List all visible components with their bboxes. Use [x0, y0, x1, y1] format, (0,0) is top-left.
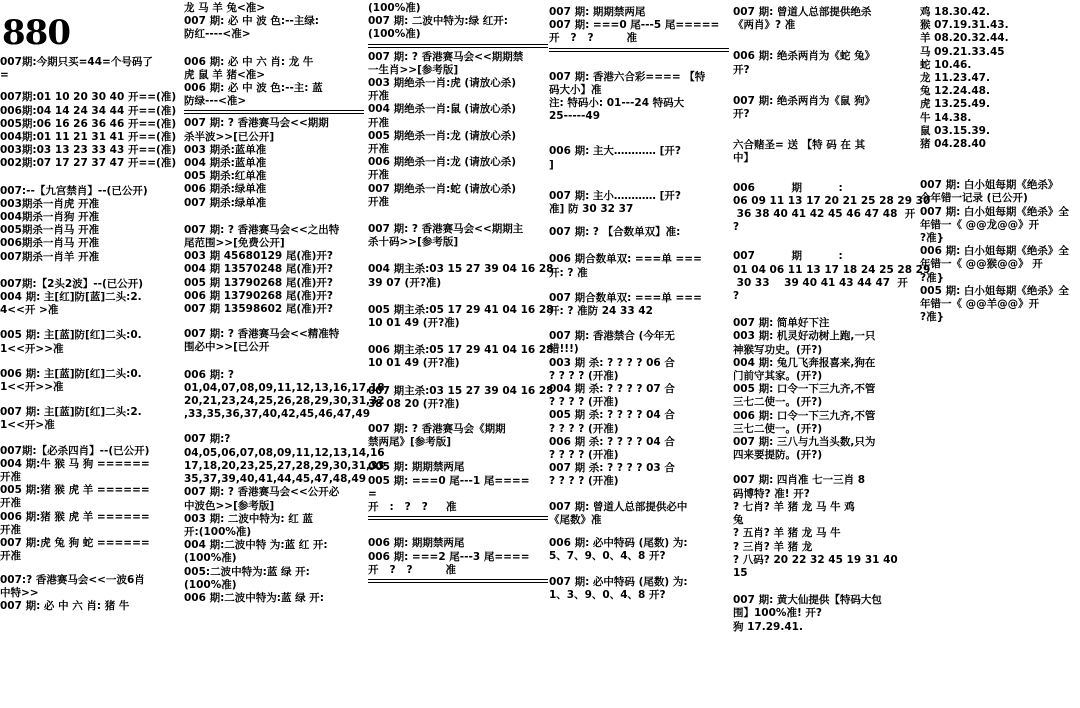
text-block: 007 期: ? 香港赛马会《期期 禁两尾》[参考版] — [368, 423, 506, 449]
text-block: 007 期: 香港六合彩==== 【特 码大小】准 注: 特码小: 01---24 特码大 25-----49 — [549, 70, 706, 123]
text-block: 006 期: 主大………… [开? ] — [549, 145, 681, 171]
text-block: 007 期: 绝杀两肖为《鼠 狗》 开? — [733, 94, 876, 121]
page-logo: 880 — [2, 13, 70, 53]
text-block: 004 期主杀:03 15 27 39 04 16 28 39 07 (开?准) — [368, 263, 554, 289]
divider — [368, 516, 548, 520]
text-block: 007 期: 期期禁两尾 007 期: ===0 尾---5 尾===== 开 ? ? 准 — [549, 6, 720, 45]
text-block: 007 期主杀:03 15 27 39 04 16 28 38 08 20 (开?准) — [368, 384, 554, 410]
text-block: 龙 马 羊 兔<准> 007 期: 必 中 波 色:--主绿: 防红----<准> — [184, 2, 320, 41]
text-block: 007 期: 曾道人总部提供必中 《尾数》准 — [549, 500, 688, 526]
divider — [549, 48, 729, 52]
zodiac-number-table: 鸡 18.30.42. 猴 07.19.31.43. 羊 08.20.32.44. 马 09.21.33.45 蛇 10.46. 龙 11.23.47. 兔 12.24.48. 虎 13.25.49. 牛 14.38. 鼠 03.15.39. 猪 04.28.40 — [920, 6, 1009, 151]
text-block: 007 期: ? 香港赛马会<<精准特 围必中>>[已公开 — [184, 328, 340, 354]
divider — [368, 579, 548, 583]
column-1 — [0, 0, 180, 708]
text-block: 007 期: 香港禁合 (今年无 错!!!) 003 期 杀: ? ? ? ? 06 合 ? ? ? ? (开准) 004 期 杀: ? ? ? ? 07 合 ? ? ? ? (开准) 005 期 杀: ? ? ? ? 04 合 ? ? ? ? (开准) 006 期 杀: ? ? ? ? 04 合 ? ? ? ? (开准) 007 期 杀: ? ? ? ? 03 合 ? ? ? ? (开准) — [549, 330, 675, 488]
text-block: 007 期 : 01 04 06 11 13 17 18 24 25 28 29 30 33 39 40 41 43 44 47 开 ? — [733, 250, 931, 303]
column-3 — [368, 0, 554, 708]
text-block: 007 期: 主[蓝]防[红]二头:2. 1<<开>准 — [0, 406, 142, 432]
text-block: 007 期: ? 香港赛马会<<期期禁 一生肖>>[参考版] 003 期绝杀一肖:虎 (请放心杀) 开准 004 期绝杀一肖:鼠 (请放心杀) 开准 005 期绝杀一肖:龙 (请放心杀) 开准 006 期绝杀一肖:龙 (请放心杀) 开准 007 期绝杀一肖:蛇 (请放心杀) 开准 — [368, 50, 524, 208]
text-block: 006 期: 必 中 六 肖: 龙 牛 虎 鼠 羊 猪<准> 006 期: 必 中 波 色:--主: 蓝 防绿---<准> — [184, 55, 323, 108]
column-5 — [733, 0, 931, 708]
text-block: 007 期: ? 香港赛马会<<期期 杀半波>>[已公开] 003 期杀:蓝单准 004 期杀:蓝单准 005 期杀:红单准 006 期杀:绿单准 007 期杀:绿单准 — [184, 117, 329, 209]
text-block: 006 期合数单双: ===单 === 开: ? 准 — [549, 253, 702, 279]
text-block: 六合赌圣= 送 【特 码 在 其 中】 — [733, 139, 866, 165]
text-block: 007 期合数单双: ===单 === 开: ? 准防 24 33 42 — [549, 291, 702, 318]
text-block: 007 期: ? 香港赛马会<<之出特 尾范围>>[免费公开] 003 期 45680129 尾(准)开? 004 期 13570248 尾(准)开? 005 期 13790268 尾(准)开? 006 期 13790268 尾(准)开? 007 期 13598602 尾(准)开? — [184, 223, 340, 316]
text-block: 007:? 香港赛马会<<一波6肖 中特>> 007 期: 必 中 六 肖: 猪 牛 — [0, 573, 145, 612]
text-block: 006 期: 期期禁两尾 006 期: ===2 尾---3 尾==== 开 ? ? 准 — [368, 537, 530, 576]
text-block: 007 期: 四肖准 七一三肖 8 码博特? 准! 开? ? 七肖? 羊 猪 龙 马 牛 鸡 兔 ? 五肖? 羊 猪 龙 马 牛 ? 三肖? 羊 猪 龙 ? 八码? 20 22 32 45 19 31 40 15 — [733, 474, 898, 579]
text-block: 006 期 : 06 09 11 13 17 20 21 25 28 29 30 36 38 40 41 42 45 46 47 48 开 ? — [733, 181, 931, 234]
text-block: 007 期: 简单好下注 003 期: 机灵好动树上跑,一只 神猴写功史。(开?) 004 期: 兔几飞奔报喜来,狗在 门前守其家。(开?) 005 期: 口令一下三九齐,不管 三七二使一。(开?) 006 期: 口令一下三九齐,不管 三七二使一。(开?) 007 期: 三八与九当头数,只为 四来要提防。(开?) — [733, 317, 876, 462]
text-block: 006 期: 绝杀两肖为《蛇 兔》 开? — [733, 50, 876, 76]
text-block: 007 期: ? 【合数单双】准: — [549, 226, 681, 239]
text-block: 006 期: ? 01,04,07,08,09,11,12,13,16,17,18 20,21,23,24,25,26,28,29,30,31,32 ,33,35,36,37,40,42,45,46,47,49 — [184, 368, 385, 421]
text-block: 007 期: 主小………… [开? 准] 防 30 32 37 — [549, 189, 681, 216]
column-6 — [920, 0, 1080, 708]
text-block: 007 期: 曾道人总部提供绝杀 《两肖》? 准 — [733, 6, 872, 32]
text-block: 006 期: 必中特码 (尾数) 为: 5、7、9、0、4、8 开? — [549, 537, 688, 563]
text-block: 005 期: 主[蓝]防[红]二头:0. 1<<开>>准 — [0, 329, 142, 355]
text-block: 007期:今期只买=44=个号码了 = — [0, 56, 153, 82]
column-2 — [184, 0, 385, 708]
text-block: 007 期:? 04,05,06,07,08,09,11,12,13,14,16 17,18,20,23,25,27,28,29,30,31,33 35,37,39,40,41,44,45,47,48,49 007 期: ? 香港赛马会<<公开必 中波色>>[参考版] 003 期: 二波中特为: 红 蓝 开:(100%准) 004 期:二波中特 为:蓝 红 开: (100%准) 005:二波中特为:蓝 绿 开: (100%准) 006 期:二波中特为:蓝 绿 开: — [184, 433, 385, 604]
column-4 — [549, 0, 729, 708]
text-block: 007 期: 白小姐每期《绝杀》 今年错一记录 (已公开) 007 期: 白小姐每期《绝杀》全 年错一《 @@龙@@》开 ?准} 006 期: 白小姐每期《绝杀》全 年错一《 @@猴@@》 开 ?准} 005 期: 白小姐每期《绝杀》全 年错一《 @@羊@@》开 ?准} — [920, 179, 1069, 324]
text-block: 006 期: 主[蓝]防[红]二头:0. 1<<开>>准 — [0, 367, 142, 394]
text-block: 007期:01 10 20 30 40 开==(准) 006期:04 14 24 34 44 开==(准) 005期:06 16 26 36 46 开==(准) 004期:01 11 21 31 41 开==(准) 003期:03 13 23 33 43 开==(准) 002期:07 17 27 37 47 开==(准) — [0, 91, 177, 170]
text-block: 007期:【2头2波】--(已公开) 004 期: 主[红]防[蓝]二头:2. 4<<开 >准 — [0, 277, 144, 317]
text-block: 007期:【必杀四肖】--(已公开) 004 期:牛 猴 马 狗 ====== 开准 005 期:猪 猴 虎 羊 ====== 开准 006 期:猪 猴 虎 羊 ====== 开准 007 期:虎 兔 狗 蛇 ====== 开准 — [0, 444, 150, 563]
text-block: 006 期主杀:05 17 29 41 04 16 28 10 01 49 (开?准) — [368, 344, 554, 370]
text-block: (100%准) 007 期: 二波中特为:绿 红开: (100%准) — [368, 2, 508, 41]
text-block: 007 期: ? 香港赛马会<<期期主 杀十码>>[参考版] — [368, 223, 524, 249]
divider — [368, 44, 548, 48]
text-block: 005 期主杀:05 17 29 41 04 16 28 10 01 49 (开?准) — [368, 303, 554, 330]
text-block: 007 期: 黄大仙提供【特码大包 围】100%准! 开? 狗 17.29.41. — [733, 594, 882, 633]
text-block: 007 期: 必中特码 (尾数) 为: 1、3、9、0、4、8 开? — [549, 575, 688, 601]
text-block: 007:--【九宫禁肖】--(已公开) 003期杀一肖虎 开准 004期杀一肖狗 开准 005期杀一肖马 开准 006期杀一肖马 开准 007期杀一肖羊 开准 — [0, 184, 148, 263]
text-block: 005 期: 期期禁两尾 005 期: ===0 尾---1 尾==== = 开 : ? ? 准 — [368, 461, 530, 514]
divider — [184, 110, 364, 114]
